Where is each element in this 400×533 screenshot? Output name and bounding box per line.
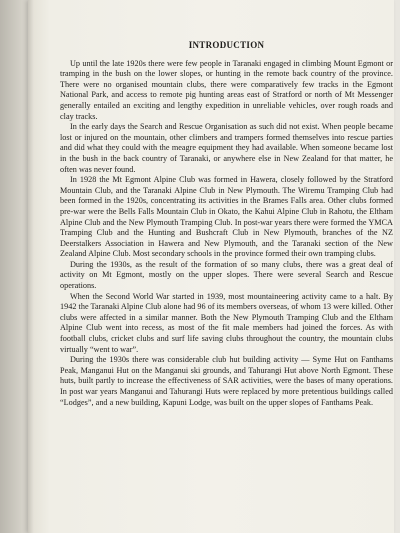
page-gutter [28, 0, 34, 533]
paragraph: When the Second World War started in 1939, most mountaineering activity came to a halt. By 1942 the Taranaki Alpine Club alone had 96 of its members overseas, of whom 13 were killed. Other clubs were affected in a similar manner. Both the New Plymouth Tramping Club and the Eltham Alpine Club went into recess, as most of the fit male members had joined the forces. As with football clubs, cricket clubs and surf life saving clubs throughout the country, the mountain clubs virtually “went to war”. [60, 291, 393, 354]
page-heading: INTRODUCTION [188, 40, 265, 50]
page-text-block [60, 40, 393, 408]
paragraph: In the early days the Search and Rescue Organisation as such did not exist. When people became lost or injured on the mountain, other climbers and trampers formed themselves into rescue parties and did what they could with the meagre equipment they had available. When someone became lost in the bush in the back country of Taranaki, or anywhere else in New Zealand for that matter, he often was never found. [60, 122, 393, 174]
paragraph: Up until the late 1920s there were few people in Taranaki engaged in climbing Mount Egmont or tramping in the bush on the lower slopes, or hunting in the remote back country of the province. There were no organised mountain clubs, there were comparatively few tracks in the Egmont National Park, and access to remote pig hunting areas east of Stratford or north of Mt Messenger generally entailed an exciting and lengthy expedition in unreliable vehicles, over rough roads and clay tracks. [60, 58, 393, 121]
paragraph: During the 1930s, as the result of the formation of so many clubs, there was a great deal of activity on Mt Egmont, mostly on the upper slopes. There were several Search and Rescue operations. [60, 259, 393, 291]
paragraph: In 1928 the Mt Egmont Alpine Club was formed in Hawera, closely followed by the Stratford Mountain Club, and the Taranaki Alpine Club in New Plymouth. The Wiremu Tramping Club had been formed in the 1920s, concentrating its activities in the Brames Falls area. Other clubs formed pre-war were the Bells Falls Mountain Club in Okato, the Kahui Alpine Club in Rahotu, the Eltham Alpine Club and the New Plymouth Tramping Club. In post-war years there were formed the YMCA Tramping Club and the Hunting and Bushcraft Club in New Plymouth, branches of the NZ Deerstalkers Association in Hawera and New Plymouth, and the Taranaki section of the New Zealand Alpine Club. Most secondary schools in the province formed their own tramping clubs. [60, 175, 393, 259]
paragraph: During the 1930s there was considerable club hut building activity — Syme Hut on Fanthams Peak, Manganui Hut on the Manganui ski grounds, and Tahurangi Hut above North Egmont. These huts, built partly to increase the effectiveness of SAR activities, were the bases of many operations. In post war years Manganui and Tahurangi Huts were replaced by more pretentious buildings called “Lodges”, and a new building, Kapuni Lodge, was built on the upper slopes of Fanthams Peak. [60, 355, 393, 407]
